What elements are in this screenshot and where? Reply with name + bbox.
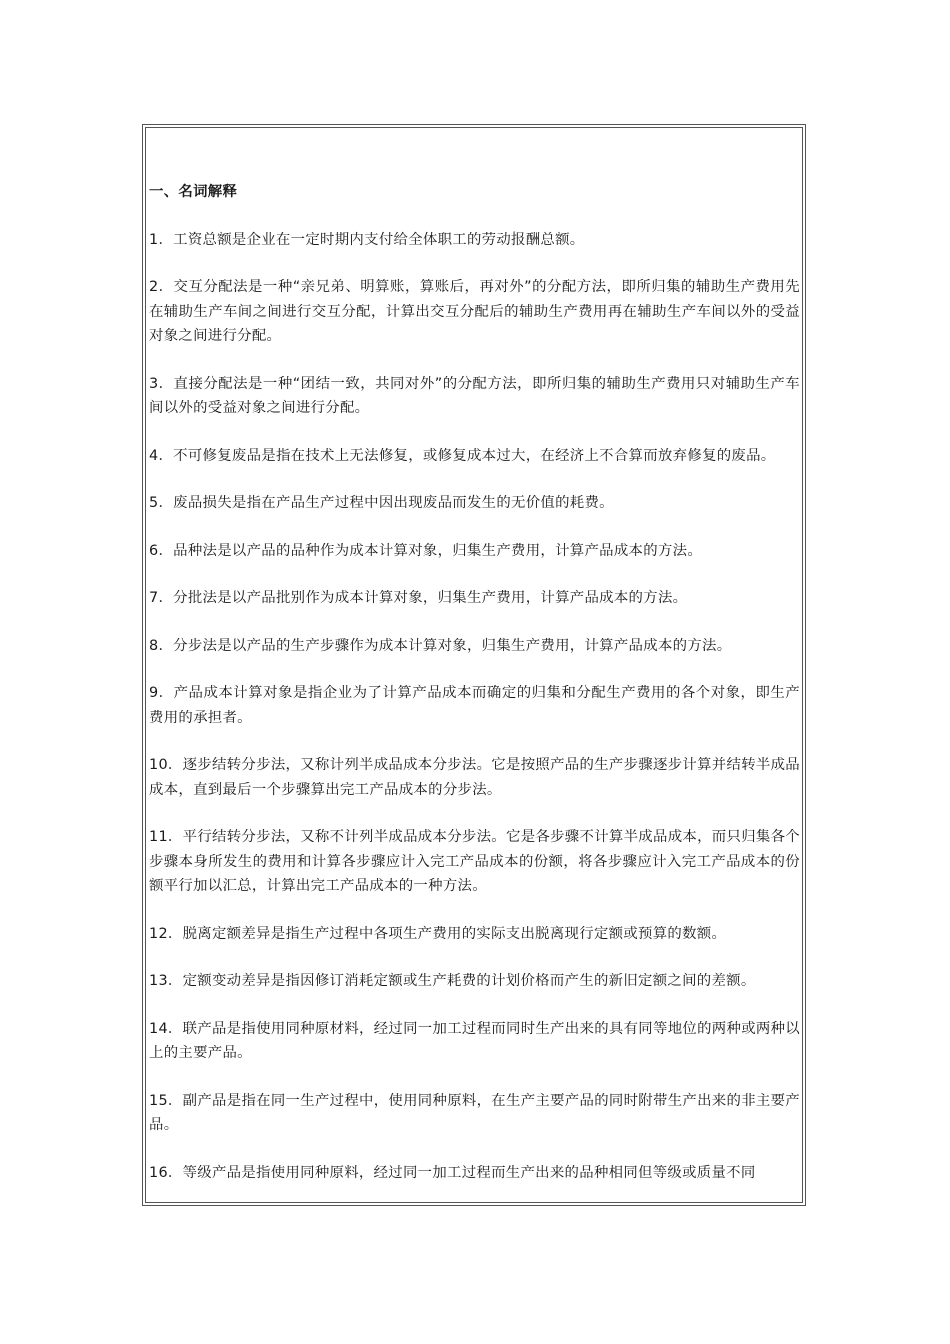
term-definition-4: 4．不可修复废品是指在技术上无法修复，或修复成本过大，在经济上不合算而放弃修复的废品。 <box>149 447 776 464</box>
term-definition-14: 14．联产品是指使用同种原材料，经过同一加工过程而同时生产出来的具有同等地位的两种或两种以上的主要产品。 <box>149 1020 800 1061</box>
document-frame-inner <box>145 127 803 1203</box>
term-definition-15: 15．副产品是指在同一生产过程中，使用同种原料，在生产主要产品的同时附带生产出来的非主要产品。 <box>149 1092 800 1133</box>
term-definition-5: 5．废品损失是指在产品生产过程中因出现废品而发生的无价值的耗费。 <box>149 495 614 511</box>
term-definition-7: 7．分批法是以产品批别作为成本计算对象，归集生产费用，计算产品成本的方法。 <box>149 590 688 606</box>
term-definition-13: 13．定额变动差异是指因修订消耗定额或生产耗费的计划价格而产生的新旧定额之间的差额。 <box>149 973 756 989</box>
term-definition-10: 10．逐步结转分步法，又称计列半成品成本分步法。它是按照产品的生产步骤逐步计算并结转半成品成本，直到最后一个步骤算出完工产品成本的分步法。 <box>149 757 800 798</box>
term-definition-2: 2．交互分配法是一种“亲兄弟、明算账，算账后，再对外”的分配方法，即所归集的辅助生产费用先在辅助生产车间之间进行交互分配，计算出交互分配后的辅助生产费用再在辅助生产车间以外的受益对象之间进行分配。 <box>149 279 800 344</box>
section-heading: 一、名词解释 <box>149 184 238 200</box>
term-definition-1: 1．工资总额是企业在一定时期内支付给全体职工的劳动报酬总额。 <box>149 231 585 248</box>
term-definition-9: 9．产品成本计算对象是指企业为了计算产品成本而确定的归集和分配生产费用的各个对象，即生产费用的承担者。 <box>149 685 800 726</box>
term-definition-11: 11．平行结转分步法，又称不计列半成品成本分步法。它是各步骤不计算半成品成本，而只归集各个步骤本身所发生的费用和计算各步骤应计入完工产品成本的份额，将各步骤应计入完工产品成本的份额平行加以汇总，计算出完工产品成本的一种方法。 <box>149 829 800 894</box>
document-frame <box>142 124 806 1206</box>
term-definition-8: 8．分步法是以产品的生产步骤作为成本计算对象，归集生产费用，计算产品成本的方法。 <box>149 637 732 654</box>
document-content <box>149 180 800 1203</box>
term-definition-6: 6．品种法是以产品的品种作为成本计算对象，归集生产费用，计算产品成本的方法。 <box>149 542 703 559</box>
term-definition-3: 3．直接分配法是一种“团结一致，共同对外”的分配方法，即所归集的辅助生产费用只对辅助生产车间以外的受益对象之间进行分配。 <box>149 375 800 416</box>
term-definition-16: 16．等级产品是指使用同种原料，经过同一加工过程而生产出来的品种相同但等级或质量不同 <box>149 1164 756 1181</box>
term-definition-12: 12．脱离定额差异是指生产过程中各项生产费用的实际支出脱离现行定额或预算的数额。 <box>149 925 727 942</box>
